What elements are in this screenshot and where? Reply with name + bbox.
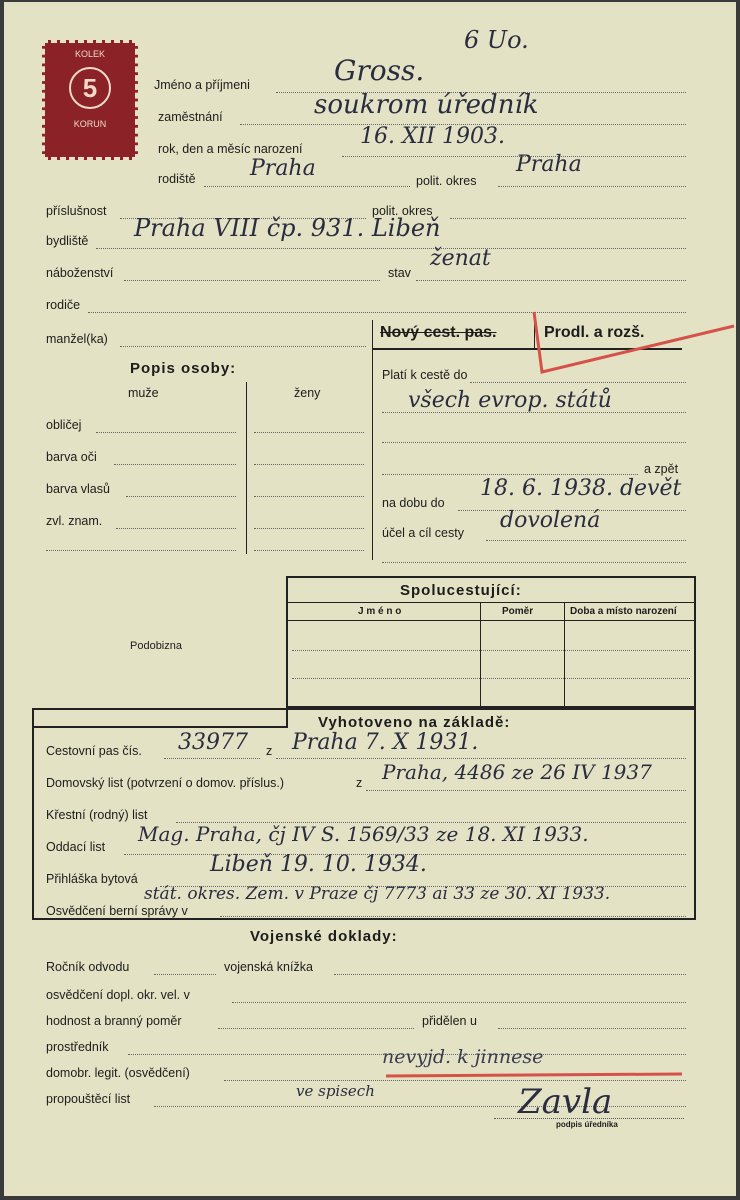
military-release-value: ve spisech [296,1082,375,1100]
basis-baptism-label: Křestní (rodný) list [46,808,148,822]
description-row-eyes: barva oči [46,450,97,464]
basis-domicile-line [366,790,686,791]
birth-label: rok, den a měsíc narození [158,142,303,156]
birthplace-value: Praha [250,156,316,181]
basis-passport-line [164,758,260,759]
basis-certificate-line [220,916,686,917]
military-book-label: vojenská knížka [224,960,313,974]
companions-col-div-2 [564,602,565,706]
birth-line [342,156,686,157]
spouse-line [120,346,366,347]
basis-passport-number: 33977 [178,730,248,755]
occupation-label: zaměstnání [158,110,223,124]
passport-box-left-border [372,320,373,560]
companions-col-relation: Poměr [502,606,534,617]
military-book-line [334,974,686,975]
basis-domicile-z: z [356,776,363,790]
basis-certificate-value: stát. okres. Zem. v Praze čj 7773 ai 33 ze 30. XI 1933. [144,884,611,904]
companions-row-2 [292,678,690,679]
basis-title: Vyhotoveno na základě: [318,714,511,731]
name-value: Gross. [334,54,425,87]
signature-label: podpis úředníka [556,1120,618,1129]
basis-domicile-value: Praha, 4486 ze 26 IV 1937 [382,760,652,784]
district-line [498,186,686,187]
eyes-line [114,464,236,465]
military-release-label: propouštěcí list [46,1092,131,1106]
hair-line [126,496,236,497]
spouse-label: manžel(ka) [46,332,108,346]
marks-line-women [254,528,364,529]
companions-col-name: J m é n o [358,606,402,617]
valid-line [470,382,686,383]
ref-number: 6 Uo. [464,26,529,54]
marks-line [116,528,236,529]
stamp-value: 5 [69,67,111,109]
companions-row-1 [292,650,690,651]
companions-head-rule [288,620,694,621]
description-divider [246,382,247,554]
residence-label: bydliště [46,234,89,248]
basis-domicile-label: Domovský list (potvrzení o domov. příslus.) [46,776,285,790]
companions-col-birth: Doba a místo narození [570,606,677,617]
duration-label: na dobu do [382,496,445,510]
military-assigned-line [498,1028,686,1029]
stamp-bottom-text: KORUN [73,119,107,129]
purpose-line-2 [382,562,686,563]
description-row-face: obličej [46,418,82,432]
military-title: Vojenské doklady: [250,928,398,945]
purpose-label: účel a cíl cesty [382,526,464,540]
valid-value: všech evrop. států [408,388,612,413]
residence-line [96,248,686,249]
document-sheet [4,2,736,1196]
name-label: Jméno a příjmeni [154,78,250,92]
military-rank-label: hodnost a branný poměr [46,1014,182,1028]
military-legit-label: domobr. legit. (osvědčení) [46,1066,190,1080]
district-label: polit. okres [416,174,477,188]
duration-value: 18. 6. 1938. devět [480,476,682,501]
description-col-women: ženy [294,386,321,400]
military-draft-line [154,974,216,975]
valid-line-4 [382,474,638,475]
companions-col-div-1 [480,602,481,706]
military-rank-line [218,1028,414,1029]
valid-line-2 [382,412,686,413]
description-title: Popis osoby: [130,360,237,377]
military-assigned-label: přidělen u [422,1014,477,1028]
new-passport-label: Nový cest. pas. [380,324,497,341]
parents-label: rodiče [46,298,81,312]
valid-line-3 [382,442,686,443]
signature-line [494,1118,684,1119]
birthplace-label: rodiště [158,172,196,186]
residence-value: Praha VIII čp. 931. Libeň [134,214,441,242]
purpose-value: dovolená [500,508,601,533]
basis-photo-side [286,706,288,728]
basis-passport-value: Praha 7. X 1931. [292,730,479,755]
basis-certificate-label: Osvědčení berní správy v [46,904,188,918]
religion-line [124,280,380,281]
military-cert-label: osvědčení dopl. okr. vel. v [46,988,190,1002]
red-underline-mark [384,1068,684,1082]
hair-line-women [254,496,364,497]
companions-title: Spolucestující: [400,582,522,599]
basis-registration-value: Libeň 19. 10. 1934. [210,852,427,877]
face-line-women [254,432,364,433]
basis-photo-divider [32,726,288,728]
eyes-line-women [254,464,364,465]
occupation-value: soukrom úředník [314,90,539,120]
district-value: Praha [516,152,582,177]
district2-label: polit. okres [372,204,433,218]
religion-label: náboženství [46,266,114,280]
status-value: ženat [430,246,491,271]
photo-label: Podobizna [130,640,182,652]
valid-label: Platí k cestě do [382,368,468,382]
extra-line-women [254,550,364,551]
military-legit-value: nevyjd. k jinnese [382,1046,544,1068]
companions-title-rule [288,602,694,603]
description-row-marks: zvl. znam. [46,514,103,528]
military-agent-label: prostředník [46,1040,109,1054]
basis-passport-line-2 [276,758,686,759]
return-label: a zpět [644,462,679,476]
military-cert-line [232,1002,686,1003]
red-pencil-mark [524,302,740,382]
extra-line [46,550,236,551]
description-row-hair: barva vlasů [46,482,110,496]
official-signature: Zavla [518,1082,613,1122]
birth-value: 16. XII 1903. [360,124,505,149]
stamp-top-text: KOLEK [74,49,105,59]
birthplace-line [204,186,410,187]
basis-passport-label: Cestovní pas čís. [46,744,142,758]
basis-marriage-label: Oddací list [46,840,106,854]
basis-registration-label: Přihláška bytová [46,872,138,886]
description-col-men: muže [128,386,159,400]
basis-passport-z: z [266,744,273,758]
status-label: stav [388,266,411,280]
companions-table [286,576,696,708]
citizenship-label: příslušnost [46,204,107,218]
military-draft-label: Ročník odvodu [46,960,130,974]
revenue-stamp [42,40,138,160]
purpose-line [486,540,686,541]
district2-line [450,218,686,219]
renew-label: Prodl. a rozš. [544,324,645,341]
basis-marriage-value: Mag. Praha, čj IV S. 1569/33 ze 18. XI 1933. [138,822,589,846]
face-line [96,432,236,433]
status-line [416,280,686,281]
